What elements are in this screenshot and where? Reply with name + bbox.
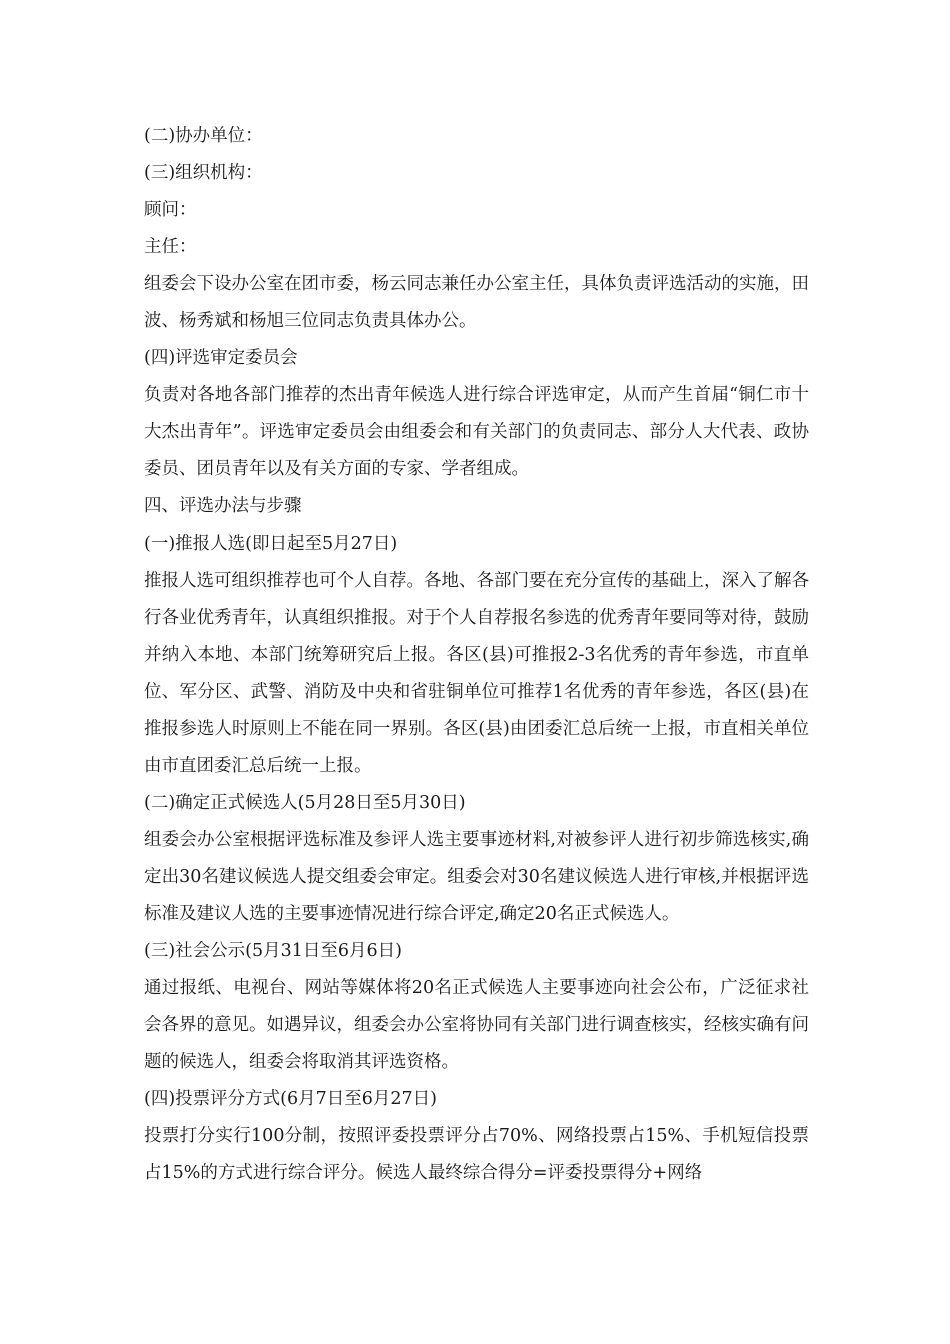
paragraph-review-committee: 负责对各地各部门推荐的杰出青年候选人进行综合评选审定，从而产生首届“铜仁市十大杰出青年”。评选审定委员会由组委会和有关部门的负责同志、部分人大代表、政协委员、团员青年以及有关方面的专家、学者组成。 [144, 385, 809, 480]
heading-co-organizer: (二)协办单位： [144, 126, 263, 146]
heading-nomination: (一)推报人选(即日起至5月27日) [144, 533, 398, 554]
label-director: 主任： [144, 237, 197, 258]
paragraph-office: 组委会下设办公室在团市委，杨云同志兼任办公室主任，具体负责评选活动的实施，田波、杨秀斌和杨旭三位同志负责具体办公。 [144, 274, 809, 332]
heading-voting: (四)投票评分方式(6月7日至6月27日) [144, 1089, 437, 1110]
paragraph-candidates: 组委会办公室根据评选标准及参评人选主要事迹材料,对被参评人进行初步筛选核实,确定出30名建议候选人提交组委会审定。组委会对30名建议候选人进行审核,并根据评选标准及建议人选的主要事迹情况进行综合评定,确定20名正式候选人。 [144, 829, 809, 924]
paragraph-nomination: 推报人选可组织推荐也可个人自荐。各地、各部门要在充分宣传的基础上，深入了解各行各业优秀青年，认真组织推报。对于个人自荐报名参选的优秀青年要同等对待，鼓励并纳入本地、本部门统筹研究后上报。各区(县)可推报2-3名优秀的青年参选，市直单位、军分区、武警、消防及中央和省驻铜单位可推荐1名优秀的青年参选，各区(县)在推报参选人时原则上不能在同一界别。各区(县)由团委汇总后统一上报，市直相关单位由市直团委汇总后统一上报。 [144, 570, 809, 776]
label-advisor: 顾问： [144, 200, 197, 221]
heading-candidates: (二)确定正式候选人(5月28日至5月30日) [144, 792, 466, 813]
heading-review-committee: (四)评选审定委员会 [144, 348, 298, 369]
paragraph-public-notice: 通过报纸、电视台、网站等媒体将20名正式候选人主要事迹向社会公布，广泛征求社会各界的意见。如遇异议，组委会办公室将协同有关部门进行调查核实，经核实确有问题的候选人，组委会将取消其评选资格。 [144, 978, 809, 1073]
paragraph-voting: 投票打分实行100分制，按照评委投票评分占70%、网络投票占15%、手机短信投票占15%的方式进行综合评分。候选人最终综合得分=评委投票得分+网络 [144, 1126, 809, 1184]
document-body [144, 118, 809, 1192]
heading-organization: (三)组织机构： [144, 163, 263, 184]
section-heading-methods: 四、评选办法与步骤 [144, 496, 302, 517]
heading-public-notice: (三)社会公示(5月31日至6月6日) [144, 941, 402, 962]
